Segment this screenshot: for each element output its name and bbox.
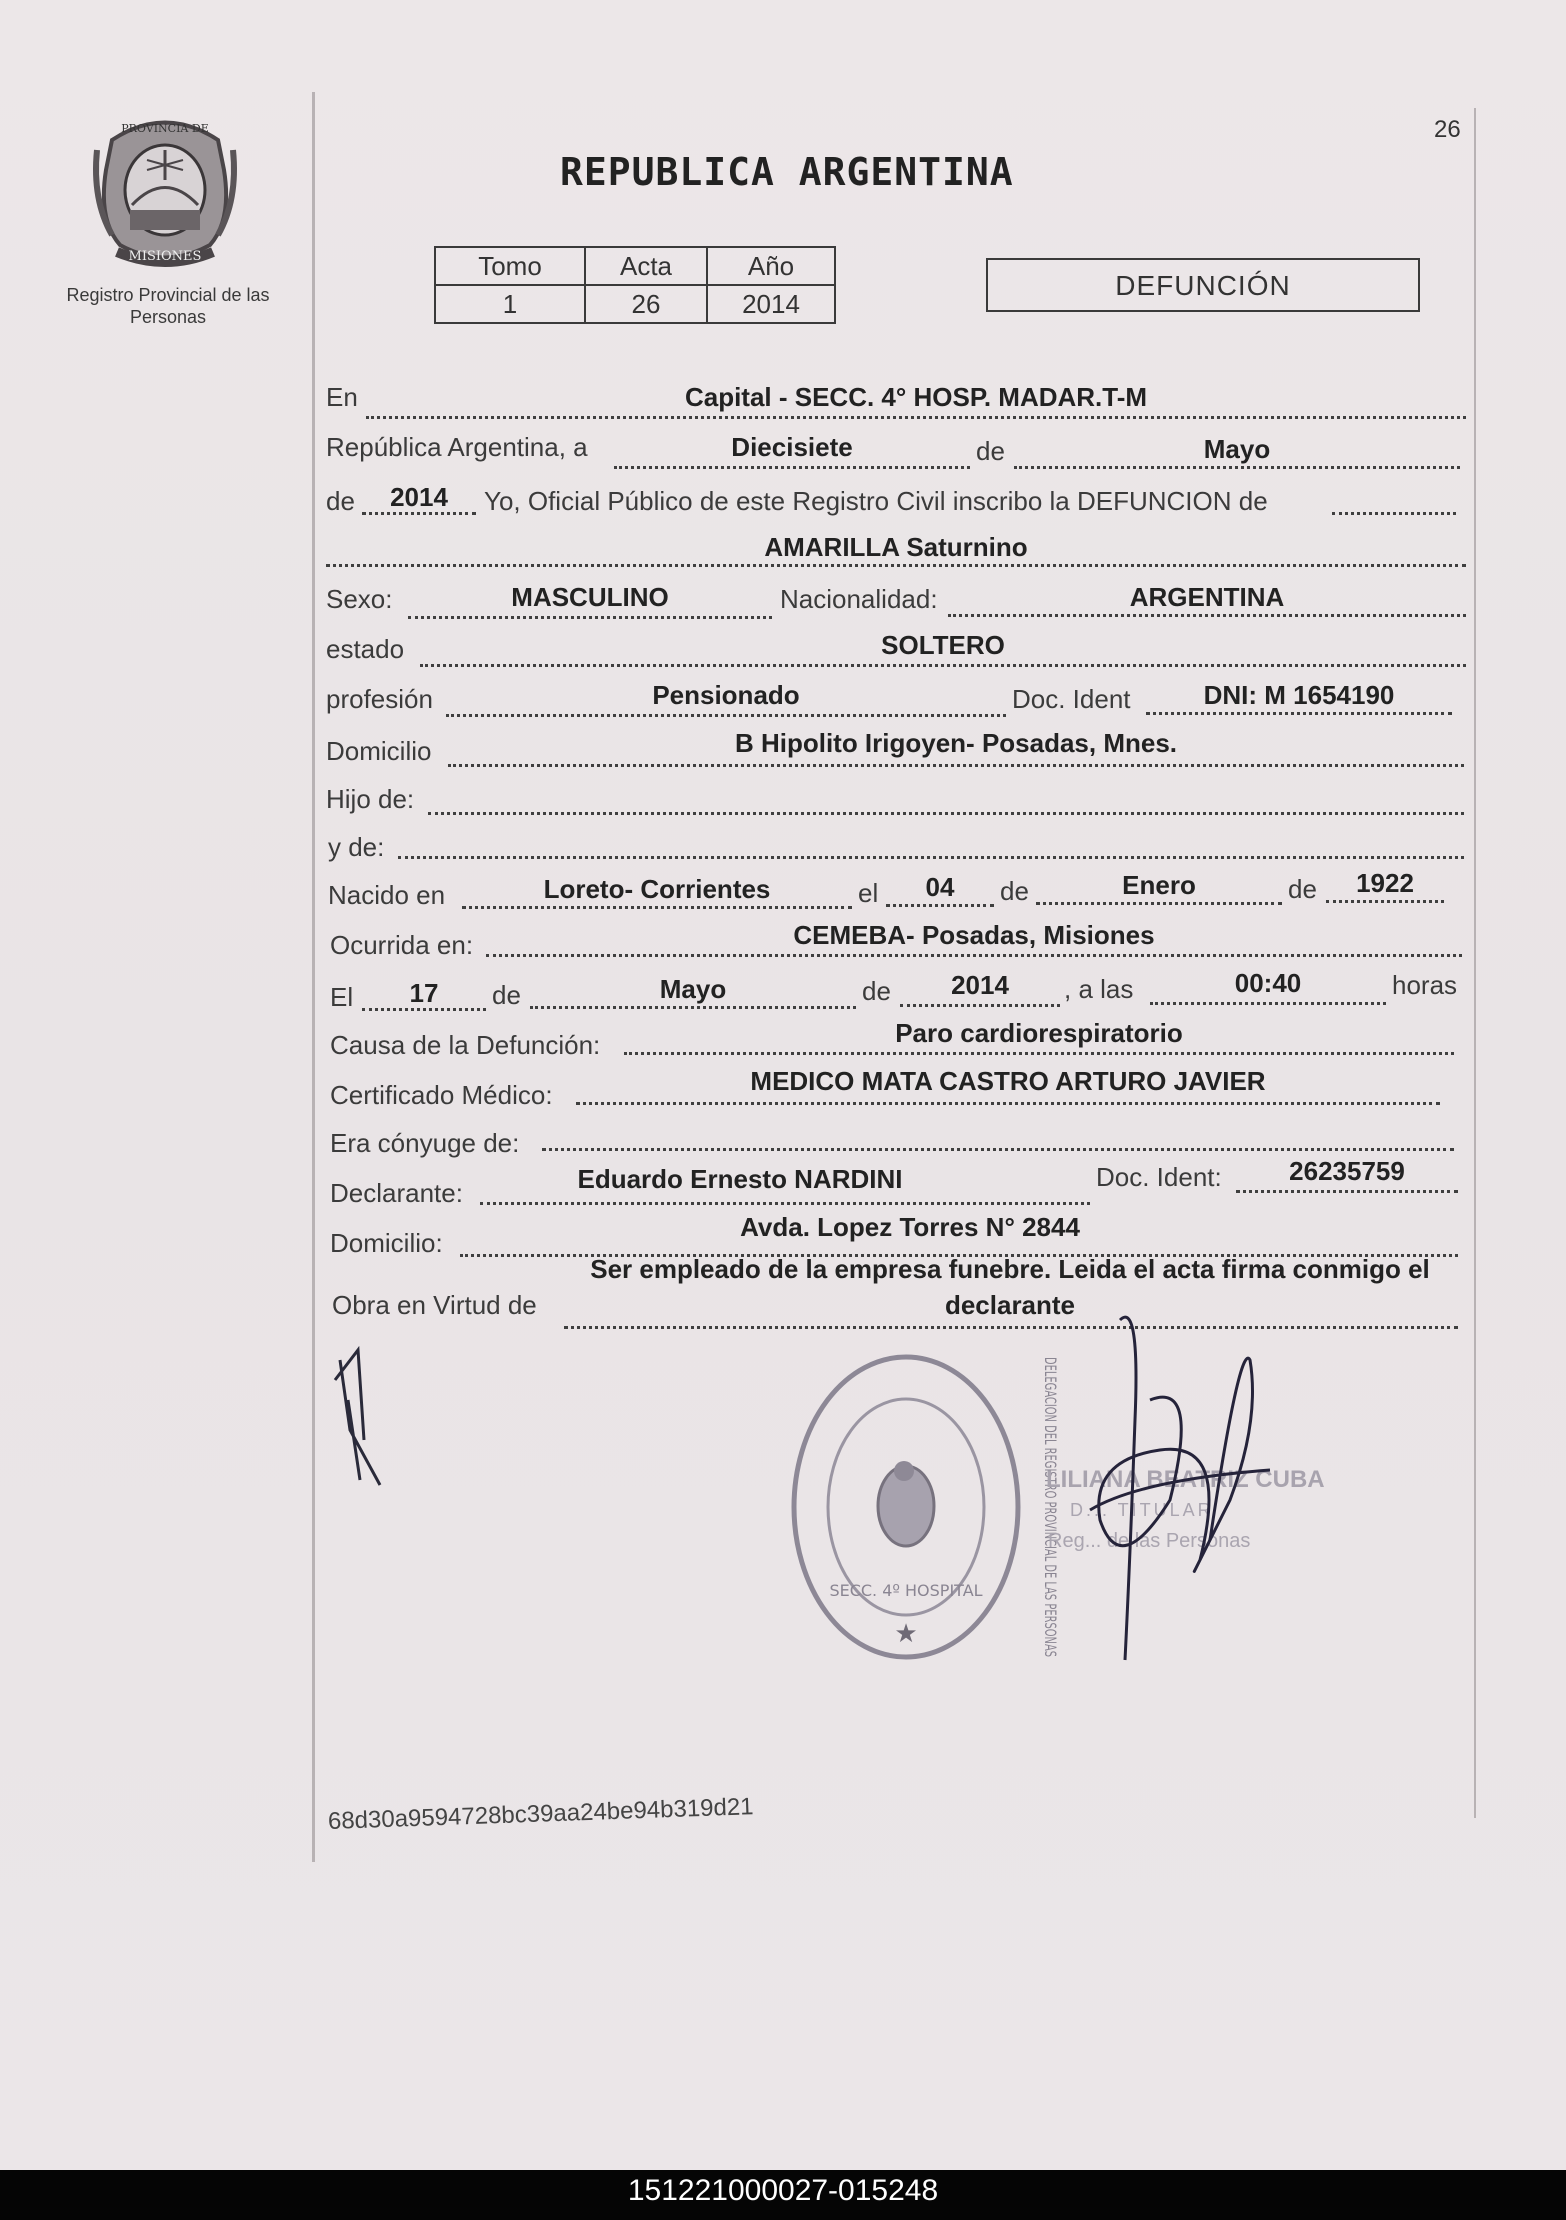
label-declarante: Declarante: — [330, 1178, 463, 1208]
act-type-box: DEFUNCIÓN — [986, 258, 1420, 312]
label-hijo-de: Hijo de: — [326, 784, 415, 814]
statement-text: Yo, Oficial Público de este Registro Civil inscribo la DEFUNCION de — [484, 486, 1268, 516]
label-el: El — [330, 982, 354, 1012]
value-profesion: Pensionado — [652, 680, 800, 710]
value-day: Diecisiete — [731, 432, 853, 462]
field-line — [564, 1326, 1458, 1329]
field-line — [448, 764, 1464, 767]
registry-round-stamp — [786, 1346, 1060, 1842]
label-ocurrida: Ocurrida en: — [330, 930, 474, 960]
value-nac-mes: Enero — [1122, 870, 1196, 900]
label-doc-ident: Doc. Ident — [1012, 684, 1131, 714]
ref-header-anio: Año — [707, 247, 835, 285]
field-line — [576, 1102, 1440, 1105]
stamp-inner-text: SECC. 4º HOSPITAL — [829, 1581, 983, 1600]
value-def-hora: 00:40 — [1234, 968, 1302, 998]
provincial-emblem — [92, 110, 238, 270]
value-doc: DNI: M 1654190 — [1203, 680, 1395, 710]
value-declarante-doc: 26235759 — [1289, 1156, 1405, 1186]
value-def-dia: 17 — [409, 978, 439, 1008]
label-sexo: Sexo: — [326, 584, 393, 614]
ref-header-tomo: Tomo — [435, 247, 585, 285]
value-nacionalidad: ARGENTINA — [1129, 582, 1285, 612]
label-horas: horas — [1392, 970, 1458, 1000]
value-deceased-name: AMARILLA Saturnino — [764, 532, 1028, 562]
footer-code: 151221000027-015248 — [627, 2174, 939, 2207]
field-line — [326, 564, 1466, 567]
field-line — [398, 856, 1464, 859]
value-domicilio: B Hipolito Irigoyen- Posadas, Mnes. — [734, 728, 1178, 758]
value-nac-anio: 1922 — [1356, 868, 1414, 898]
field-line — [624, 1052, 1454, 1055]
value-obra-line2: declarante — [944, 1290, 1076, 1320]
reference-table — [434, 246, 836, 324]
label-de: de — [326, 486, 355, 516]
stamp-ring-text: DELEGACION DEL REGISTRO PROVINCIAL DE LAS PERSONAS — [1041, 1357, 1060, 1842]
label-domicilio-declarante: Domicilio: — [330, 1228, 443, 1258]
official-stamp-line3: Reg... de las Personas — [1048, 1530, 1251, 1552]
emblem-bottom-text: MISIONES — [128, 249, 202, 264]
field-line — [1150, 1002, 1386, 1005]
label-republica: República Argentina, a — [326, 432, 588, 462]
ref-value-anio: 2014 — [707, 285, 835, 323]
value-def-anio: 2014 — [951, 970, 1009, 1000]
value-nac-dia: 04 — [925, 872, 955, 902]
field-line — [1326, 900, 1444, 903]
official-signature — [1080, 1300, 1280, 1670]
right-margin-line — [1474, 108, 1476, 1818]
value-sexo: MASCULINO — [511, 582, 669, 612]
field-line — [614, 466, 970, 469]
label-obra: Obra en Virtud de — [332, 1290, 537, 1320]
label-de: de — [1000, 876, 1029, 906]
value-def-mes: Mayo — [659, 974, 727, 1004]
field-line — [900, 1004, 1060, 1007]
field-line — [1332, 512, 1456, 515]
declarant-signature-mark — [330, 1340, 410, 1490]
field-line — [542, 1148, 1454, 1151]
official-stamp-line2: D... TITULAR — [1070, 1500, 1214, 1520]
page-number: 26 — [1434, 116, 1461, 143]
field-line — [480, 1202, 1090, 1205]
field-line — [486, 954, 1462, 957]
official-stamp-name: LILIANA BEATRIZ CUBA — [1046, 1466, 1325, 1493]
value-causa: Paro cardiorespiratorio — [895, 1018, 1183, 1048]
field-line — [1014, 466, 1460, 469]
field-line — [1236, 1190, 1458, 1193]
label-el: el — [858, 878, 879, 908]
value-ocurrida: CEMEBA- Posadas, Misiones — [793, 920, 1155, 950]
label-domicilio: Domicilio — [326, 736, 432, 766]
left-margin-line — [312, 92, 315, 1862]
ref-header-acta: Acta — [585, 247, 707, 285]
value-place: Capital - SECC. 4° HOSP. MADAR.T-M — [684, 382, 1148, 412]
value-estado: SOLTERO — [881, 630, 1005, 660]
value-nacido-en: Loreto- Corrientes — [543, 874, 771, 904]
label-de: de — [492, 980, 521, 1010]
label-doc-ident-declarante: Doc. Ident: — [1096, 1162, 1222, 1192]
ref-value-tomo: 1 — [435, 285, 585, 323]
value-year: 2014 — [390, 482, 448, 512]
field-line — [886, 904, 994, 907]
ref-value-acta: 26 — [585, 285, 707, 323]
label-profesion: profesión — [326, 684, 433, 714]
document-title: REPUBLICA ARGENTINA — [560, 150, 1014, 194]
field-line — [948, 614, 1466, 617]
label-estado: estado — [326, 634, 405, 664]
label-de: de — [862, 976, 891, 1006]
label-de: de — [1288, 874, 1317, 904]
label-conyuge: Era cónyuge de: — [330, 1128, 520, 1158]
field-line — [446, 714, 1006, 717]
field-line — [1036, 902, 1282, 905]
value-month: Mayo — [1203, 434, 1271, 464]
field-line — [530, 1006, 856, 1009]
field-line — [420, 664, 1466, 667]
field-line — [366, 416, 1466, 419]
value-domicilio-declarante: Avda. Lopez Torres N° 2844 — [740, 1212, 1080, 1242]
value-declarante: Eduardo Ernesto NARDINI — [577, 1164, 903, 1194]
label-certificado: Certificado Médico: — [330, 1080, 553, 1110]
label-nacionalidad: Nacionalidad: — [780, 584, 938, 614]
field-line — [428, 812, 1464, 815]
field-line — [1146, 712, 1452, 715]
field-line — [462, 906, 852, 909]
field-line — [408, 616, 772, 619]
svg-text:★: ★ — [894, 1618, 918, 1648]
document-hash: 68d30a9594728bc39aa24be94b319d21 — [327, 1793, 754, 1835]
value-obra-line1: Ser empleado de la empresa funebre. Leida el acta firma conmigo el — [590, 1254, 1430, 1284]
label-en: En — [326, 382, 358, 412]
value-certificado: MEDICO MATA CASTRO ARTURO JAVIER — [750, 1066, 1266, 1096]
label-de: de — [976, 436, 1005, 466]
label-y-de: y de: — [328, 832, 385, 862]
emblem-top-text: PROVINCIA DE — [121, 122, 209, 135]
label-causa: Causa de la Defunción: — [330, 1030, 601, 1060]
label-a-las: , a las — [1064, 974, 1134, 1004]
registry-label: Registro Provincial de las Personas — [66, 285, 270, 327]
label-nacido-en: Nacido en — [328, 880, 446, 910]
